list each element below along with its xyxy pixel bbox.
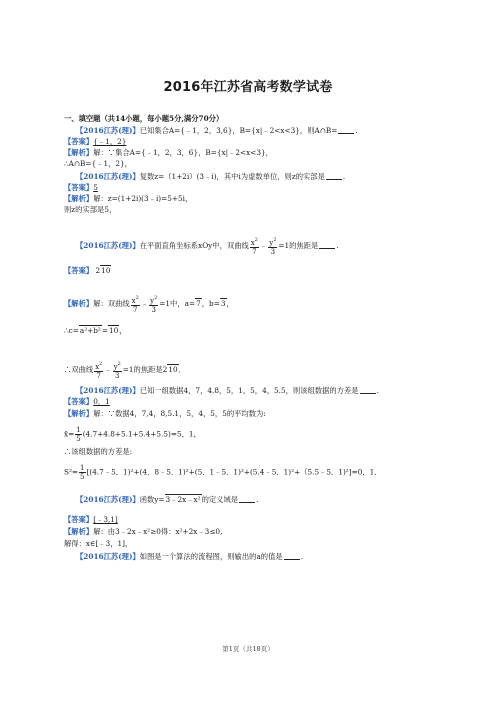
q1-answer (64, 137, 126, 147)
fraction-1-over-5: $\frac{1}{5}$ (80, 464, 85, 481)
fraction-x2-over-7: $\frac{x^2}{7}$ (131, 295, 139, 314)
q1-analysis (64, 148, 273, 158)
q5-tag: 【2016江苏(理)】 (76, 495, 140, 504)
q4-tag: 【2016江苏(理)】 (76, 386, 140, 395)
q2-answer-value: 5 (93, 183, 98, 192)
q4-mean: x̄= $\frac{1}{5}$ (4.7+4.8+5.1+5.4+5.5)=5，1， (64, 426, 201, 443)
q4-variance: S²= $\frac{1}{5}$ [(4.7﹣5．1)²+(4．8﹣5．1)²+(5．1﹣5．1)²+(5.4﹣5．1)²+（5.5﹣5．1)²]=0，1． (64, 464, 382, 481)
q5-analysis-line1: 解：由3﹣2x﹣x²≥0得：x²+2x﹣3≤0, (93, 527, 223, 536)
q2-analysis-line1: 解：z=(1+2i)(3﹣i)=5+5i， (93, 194, 193, 203)
q5-blank (239, 494, 255, 503)
q2-answer (64, 183, 98, 193)
fraction-y2-over-3: $\frac{y^2}{3}$ (269, 237, 277, 256)
q3-answer-radical: 10 (101, 266, 111, 275)
answer-tag: 【答案】 (64, 397, 94, 406)
q5-analysis-line2: 解得：x∈[﹣3，1]， (64, 539, 133, 548)
q3-blank (319, 240, 335, 249)
section-heading: 一、填空题（共14小题，每小题5分,满分70分） (64, 114, 224, 123)
q2-blank (326, 171, 342, 180)
q2-analysis (64, 194, 192, 204)
fraction-x2-over-7: $\frac{x^2}{7}$ (95, 361, 103, 380)
q1-analysis-line2: ∴A∩B={﹣1，2}， (64, 159, 132, 168)
q1-analysis-line1: 解：∵集合A={﹣1，2，3，6}，B={x|﹣2<x<3}， (93, 148, 273, 157)
analysis-tag: 【解析】 (64, 194, 94, 203)
q1-answer-value: {﹣1，2} (93, 137, 127, 146)
fraction-y2-over-3: $\frac{y^2}{3}$ (150, 295, 158, 314)
q1-tag: 【2016江苏(理)】 (76, 126, 140, 135)
answer-tag: 【答案】 (64, 183, 94, 192)
q3-text-pre: 在平面直角坐标系xOy中，双曲线 (139, 241, 249, 250)
q4-blank (360, 385, 376, 394)
q1-blank (338, 125, 354, 134)
q3-answer-coef: 2 (95, 266, 101, 275)
q4-answer (64, 397, 110, 407)
q3-answer (64, 266, 111, 276)
q5-analysis (64, 527, 222, 537)
fraction-1-over-5: $\frac{1}{5}$ (76, 426, 81, 443)
fraction-x2-over-7: $\frac{x^2}{7}$ (250, 237, 258, 256)
q4-analysis-line1: 解：∵数据4，7,4，8,5.1，5，4，5，5的平均数为: (93, 409, 266, 418)
q4-answer-value: 0．1 (93, 397, 110, 406)
page-title: 2016年江苏省高考数学试卷 (163, 80, 333, 95)
q2-analysis-line2: 则z的实部是5， (64, 205, 117, 214)
q5-answer (64, 515, 118, 525)
answer-tag: 【答案】 (64, 515, 94, 524)
answer-tag: 【答案】 (64, 137, 94, 146)
q4-question: 【2016江苏(理)】已知一组数据4，7，4.8，5，1，5，4，5.5，则该组数据的方差是 . (76, 386, 379, 395)
fraction-y2-over-3: $\frac{y^2}{3}$ (113, 361, 121, 380)
q3-tag: 【2016江苏(理)】 (76, 241, 140, 250)
q3-question: 【2016江苏(理)】在平面直角坐标系xOy中，双曲线 $\frac{x^2}{7}$ ﹣ $\frac{y^2}{3}$ =1的焦距是 . (76, 237, 339, 256)
analysis-tag: 【解析】 (64, 148, 94, 157)
q4-text: 已知一组数据4，7，4.8，5，1，5，4，5.5，则该组数据的方差是 (139, 386, 359, 395)
q4-analysis-line3: ∴该组数据的方差是: (64, 447, 133, 456)
q5-radical: 3﹣2x﹣x² (165, 495, 201, 504)
q6-blank (284, 551, 300, 560)
q1-text: 已知集合A={﹣1，2，3,6}，B={x|﹣2<x<3}，则A∩B= (139, 126, 338, 135)
analysis-tag: 【解析】 (64, 409, 94, 418)
q3-text-post: =1的焦距是 (278, 241, 319, 250)
q3-analysis-line3: ∴双曲线 $\frac{x^2}{7}$ ﹣ $\frac{y^2}{3}$ =1的焦距是210． (64, 361, 186, 380)
q4-analysis (64, 409, 266, 419)
page-footer: 第1页（共18页） (222, 645, 274, 653)
q5-question: 【2016江苏(理)】函数y=3﹣2x﹣x²的定义域是 . (76, 495, 259, 504)
q6-tag: 【2016江苏(理)】 (76, 552, 140, 561)
q2-text: 复数z=（1+2i）(3﹣i)，其中i为虚数单位，则z的实部是 (139, 172, 325, 181)
q3-analysis-line2: ∴c=a²+b²=10， (64, 326, 127, 335)
q2-tag: 【2016江苏(理)】 (76, 172, 140, 181)
answer-tag: 【答案】 (64, 266, 94, 275)
analysis-tag: 【解析】 (64, 527, 94, 536)
q5-answer-value: [﹣3,1] (93, 515, 118, 524)
q3-analysis: 【解析】解：双曲线 $\frac{x^2}{7}$ ﹣ $\frac{y^2}{3}$ =1中，a=7，b=3， (64, 295, 234, 314)
analysis-tag: 【解析】 (64, 299, 94, 308)
q6-question: 【2016江苏(理)】如图是一个算法的流程图，则输出的a的值是 . (76, 552, 304, 561)
q2-question: 【2016江苏(理)】复数z=（1+2i）(3﹣i)，其中i为虚数单位，则z的实部是 . (76, 172, 346, 181)
q6-text: 如图是一个算法的流程图，则输出的a的值是 (139, 552, 283, 561)
q1-question: 【2016江苏(理)】已知集合A={﹣1，2，3,6}，B={x|﹣2<x<3}，则A∩B= . (76, 126, 358, 135)
